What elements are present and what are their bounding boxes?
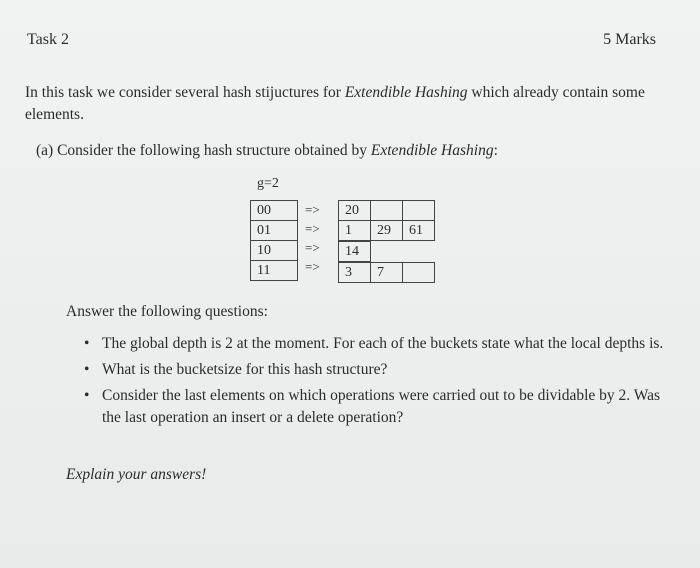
bucket-2 (338, 241, 371, 262)
bucket-slot: 29 (371, 221, 403, 241)
intro-post: which already contain some elements. (25, 84, 645, 123)
bucket-slot (403, 201, 435, 221)
directory-cell: 10 (251, 241, 298, 261)
pointer-arrows (305, 200, 320, 276)
part-a-pre: (a) Consider the following hash structure obtained by (36, 142, 371, 159)
list-item (84, 359, 669, 381)
questions-heading: Answer the following questions: (66, 303, 268, 320)
bucket-slot: 3 (339, 263, 371, 283)
pointer-arrow: => (305, 202, 320, 217)
question-text: Consider the last elements on which operations were carried out to be dividable by 2. Was the last operation an insert or a delete operation? (102, 387, 661, 426)
bullet-icon: • (84, 387, 90, 404)
questions-list (84, 333, 669, 433)
bucket-0 (338, 200, 435, 221)
bucket-slot: 7 (371, 263, 403, 283)
pointer-arrow: => (305, 259, 320, 274)
bucket-slot: 61 (403, 221, 435, 241)
bucket-slot (371, 201, 403, 221)
bullet-icon: • (84, 335, 90, 352)
part-a-prompt (36, 142, 498, 160)
task-title: Task 2 (27, 31, 69, 48)
pointer-arrow: => (305, 240, 320, 255)
question-text: What is the bucketsize for this hash structure? (102, 361, 388, 378)
directory-cell: 01 (251, 221, 298, 241)
bullet-icon: • (84, 361, 90, 378)
bucket-slot: 1 (339, 221, 371, 241)
global-depth-label: g=2 (257, 176, 279, 191)
bucket-slot (403, 263, 435, 283)
bucket-slot: 20 (339, 201, 371, 221)
task-marks: 5 Marks (603, 31, 656, 48)
part-a-emphasis: Extendible Hashing (370, 142, 494, 159)
directory-table (250, 200, 298, 281)
intro-pre: In this task we consider several hash stijuctures for (25, 84, 345, 101)
part-a-post: : (493, 142, 498, 159)
intro-paragraph (25, 82, 665, 126)
list-item (84, 333, 669, 355)
pointer-arrow: => (305, 221, 320, 236)
bucket-3 (338, 262, 435, 283)
explain-instruction: Explain your answers! (66, 466, 207, 483)
bucket-1 (338, 220, 435, 241)
bucket-slot: 14 (339, 242, 371, 262)
list-item (84, 385, 669, 429)
directory-cell: 00 (251, 201, 298, 221)
question-text: The global depth is 2 at the moment. For each of the buckets state what the local depths is. (102, 335, 664, 352)
intro-emphasis: Extendible Hashing (344, 84, 468, 101)
directory-cell: 11 (251, 261, 298, 281)
